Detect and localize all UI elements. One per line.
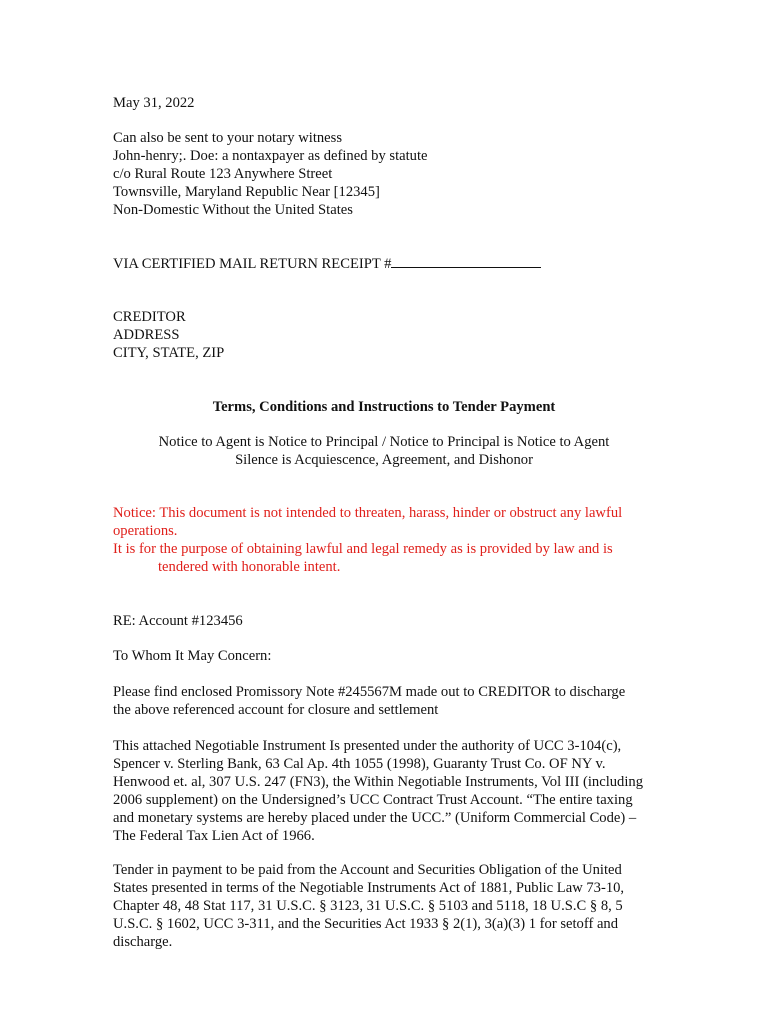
certified-mail-line xyxy=(113,255,541,273)
paragraph: Tender in payment to be paid from the Account and Securities Obligation of the United States presented in terms of the Negotiable Instruments Act of 1881, Public Law 73-10, Chapter 48, 48 Stat 117, 31 U.S.C. § 3123, 31 U.S.C. § 5103 and 5118, 18 U.S.C § 8, 5 U.S.C. § 1602, UCC 3-311, and the Securities Act 1933 § 2(1), 3(a)(3) 1 for setoff and discharge. xyxy=(113,862,625,950)
paragraph: This attached Negotiable Instrument Is presented under the authority of UCC 3-104(c), Spencer v. Sterling Bank, 63 Cal Ap. 4th 1055 (1998), Guaranty Trust Co. OF NY v. Henwood et. al, 307 U.S. 247 (FN3), the Within Negotiable Instruments, Vol III (including 2006 supplement) on the Undersigned’s UCC Contract Trust Account. “The entire taxing and monetary systems are hereby placed under the UCC.” (Uniform Commercial Code) – The Federal Tax Lien Act of 1966. xyxy=(113,738,643,844)
paragraph: Please find enclosed Promissory Note #245567M made out to CREDITOR to discharge the above referenced account for closure and settlement xyxy=(113,684,626,718)
document-title: Terms, Conditions and Instructions to Tender Payment xyxy=(212,399,556,415)
subtitle-line: Silence is Acquiescence, Agreement, and Dishonor xyxy=(235,452,533,468)
sender-line: Can also be sent to your notary witness xyxy=(113,130,343,146)
re-line: RE: Account #123456 xyxy=(113,613,243,629)
certified-mail-label: VIA CERTIFIED MAIL RETURN RECEIPT # xyxy=(113,256,392,272)
recipient-line: ADDRESS xyxy=(113,327,180,343)
sender-line: Townsville, Maryland Republic Near [12345] xyxy=(113,184,380,200)
letter-date: May 31, 2022 xyxy=(113,95,195,111)
receipt-number-blank xyxy=(391,255,541,268)
recipient-line: CREDITOR xyxy=(113,309,186,325)
notice-line: Notice: This document is not intended to threaten, harass, hinder or obstruct any lawful operations. xyxy=(113,505,623,539)
recipient-line: CITY, STATE, ZIP xyxy=(113,345,225,361)
recipient-block xyxy=(113,308,645,362)
salutation: To Whom It May Concern: xyxy=(113,648,272,664)
notice-line: tendered with honorable intent. xyxy=(158,559,341,575)
subtitle-line: Notice to Agent is Notice to Principal / Notice to Principal is Notice to Agent xyxy=(158,434,610,450)
notice-block xyxy=(113,504,658,576)
notice-line: It is for the purpose of obtaining lawful and legal remedy as is provided by law and is xyxy=(113,541,613,557)
sender-line: John-henry;. Doe: a nontaxpayer as defined by statute xyxy=(113,148,428,164)
sender-block xyxy=(113,129,645,219)
sender-line: Non-Domestic Without the United States xyxy=(113,202,353,218)
sender-line: c/o Rural Route 123 Anywhere Street xyxy=(113,166,333,182)
